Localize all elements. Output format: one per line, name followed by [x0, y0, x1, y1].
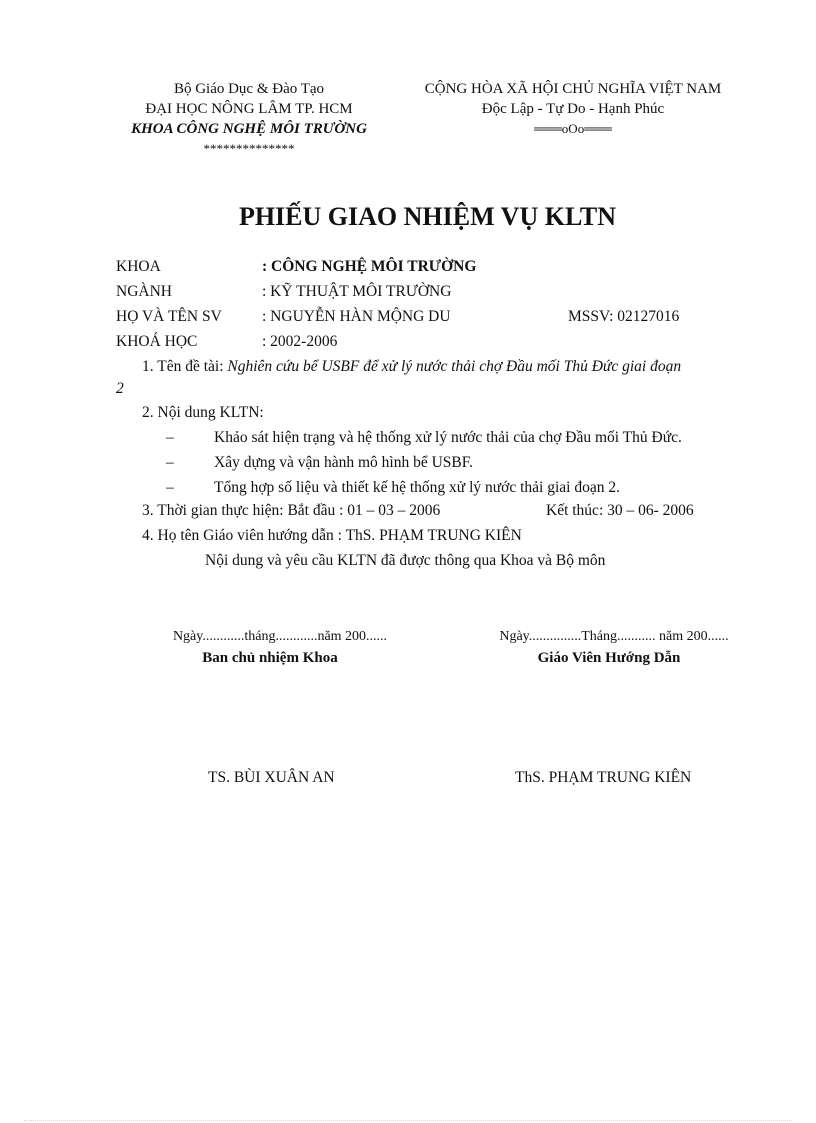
field-label-khoa: KHOA [116, 258, 161, 275]
republic-name: CỘNG HÒA XÃ HỘI CHỦ NGHĨA VIỆT NAM [424, 81, 722, 97]
bullet-dash: – [166, 479, 174, 496]
university-name: ĐẠI HỌC NÔNG LÂM TP. HCM [145, 101, 353, 117]
list-item-text: Tổng hợp số liệu và thiết kế hệ thống xử lý nước thải giai đoạn 2. [214, 479, 620, 496]
field-mssv: MSSV: 02127016 [568, 308, 680, 325]
list-item [166, 479, 620, 497]
section-1 [142, 358, 681, 376]
header-right [398, 79, 748, 139]
field-value-nganh: : KỸ THUẬT MÔI TRƯỜNG [262, 283, 452, 300]
signature-left-date: Ngày............tháng............năm 200...... [172, 629, 388, 644]
header-left [110, 79, 388, 159]
signature-right-name: ThS. PHẠM TRUNG KIÊN [515, 769, 692, 786]
section-1-title-cont: 2 [116, 380, 124, 397]
page-bottom-divider [24, 1120, 792, 1121]
page-title: PHIẾU GIAO NHIỆM VỤ KLTN [238, 202, 617, 231]
section-3: 3. Thời gian thực hiện: Bắt đầu : 01 – 03 – 2006 [142, 502, 441, 519]
field-value-khoahoc: : 2002-2006 [262, 333, 338, 350]
field-value-khoa: : CÔNG NGHỆ MÔI TRƯỜNG [262, 258, 477, 275]
field-row-khoa [116, 258, 736, 278]
list-item [166, 429, 682, 447]
field-row-nganh [116, 283, 736, 303]
header-stars: ************** [203, 141, 295, 156]
faculty-name: KHOA CÔNG NGHỆ MÔI TRƯỜNG [131, 121, 367, 137]
list-item-text: Khảo sát hiện trạng và hệ thống xử lý nước thải của chợ Đầu mối Thủ Đức. [214, 429, 682, 446]
signature-right-role: Giáo Viên Hướng Dẫn [537, 650, 681, 666]
signature-right-date: Ngày...............Tháng........... năm 200...... [499, 629, 729, 644]
signature-left-name: TS. BÙI XUÂN AN [208, 769, 335, 786]
section-1-prefix: 1. Tên đề tài: [142, 358, 228, 375]
signature-left-role: Ban chủ nhiệm Khoa [202, 650, 338, 666]
section-3-end: Kết thúc: 30 – 06- 2006 [546, 502, 694, 519]
header-ornament: ═══oOo═══ [534, 121, 612, 136]
field-row-hoten [116, 308, 736, 328]
signature-left [150, 627, 410, 669]
field-label-hoten: HỌ VÀ TÊN SV [116, 308, 222, 325]
signature-right [484, 627, 744, 669]
motto: Độc Lập - Tự Do - Hạnh Phúc [481, 101, 665, 117]
ministry-name: Bộ Giáo Dục & Đào Tạo [173, 81, 325, 97]
field-value-hoten: : NGUYỄN HÀN MỘNG DU [262, 308, 451, 325]
list-item-text: Xây dựng và vận hành mô hình bể USBF. [214, 454, 474, 471]
bullet-dash: – [166, 429, 174, 446]
section-1-title: Nghiên cứu bể USBF để xử lý nước thải chợ Đầu mối Thủ Đức giai đoạn [227, 358, 682, 375]
field-label-khoahoc: KHOÁ HỌC [116, 333, 198, 350]
field-label-nganh: NGÀNH [116, 283, 172, 300]
approval-note: Nội dung và yêu cầu KLTN đã được thông qua Khoa và Bộ môn [205, 552, 606, 569]
list-item [166, 454, 474, 472]
field-row-khoahoc [116, 333, 736, 353]
bullet-dash: – [166, 454, 174, 471]
section-2-heading: 2. Nội dung KLTN: [142, 404, 264, 421]
section-4: 4. Họ tên Giáo viên hướng dẫn : ThS. PHẠM TRUNG KIÊN [142, 527, 522, 544]
